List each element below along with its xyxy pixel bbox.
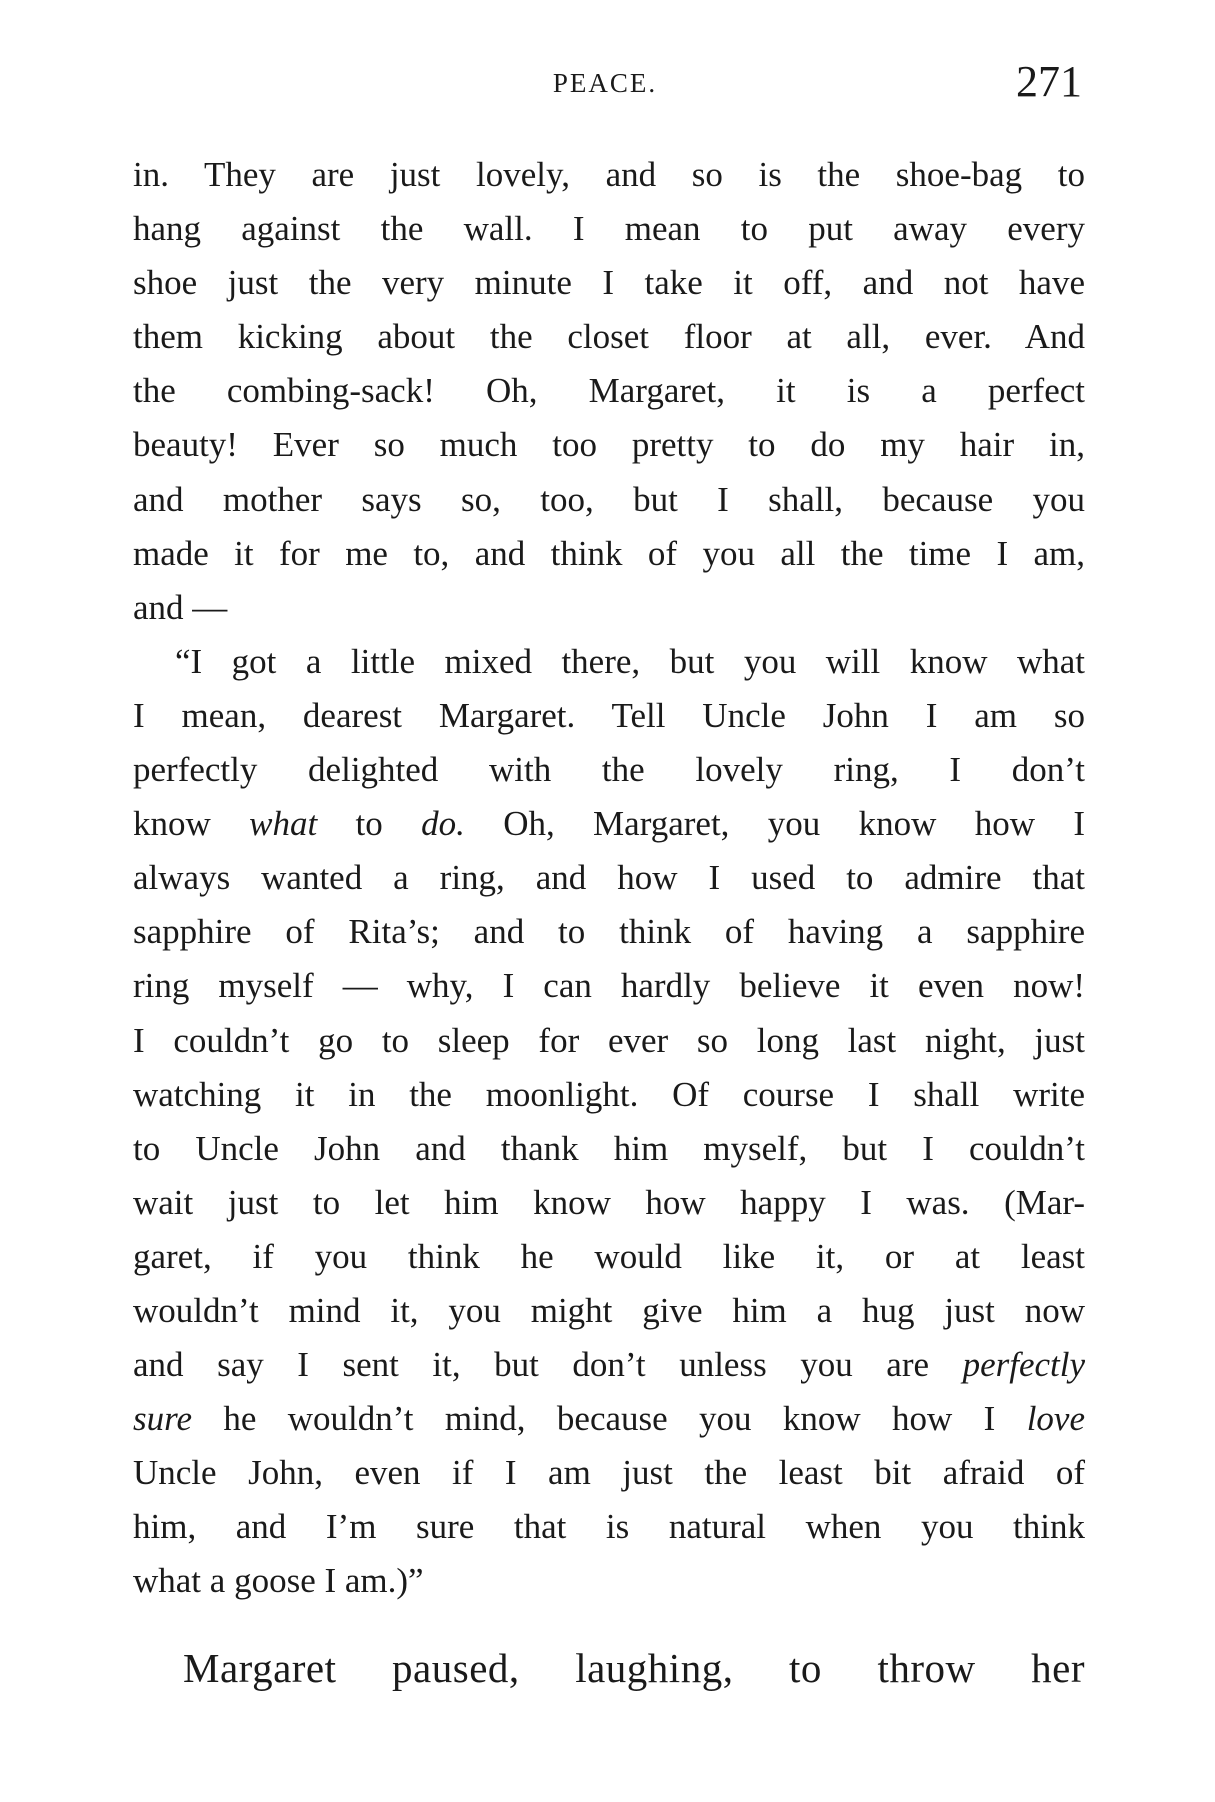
text-line: hang against the wall. I mean to put away every	[133, 209, 1085, 249]
text-fragment: Oh, Margaret, you know how I	[464, 804, 1085, 844]
text-line: Margaret paused, laughing, to throw her	[183, 1645, 1085, 1691]
text-line: and —	[133, 587, 228, 627]
text-fragment: to	[317, 804, 422, 844]
text-line: beauty! Ever so much too pretty to do my hair in,	[133, 425, 1085, 465]
italic-word: sure	[133, 1399, 192, 1439]
text-line: made it for me to, and think of you all the time I am,	[133, 533, 1085, 573]
text-fragment: and say I sent it, but don’t unless you are	[133, 1345, 963, 1385]
text-line: in. They are just lovely, and so is the shoe-bag to	[133, 155, 1085, 194]
text-line: Uncle John, even if I am just the least bit afraid of	[133, 1453, 1085, 1493]
running-title: PEACE.	[552, 68, 658, 98]
text-line-with-italics	[133, 1338, 1085, 1392]
continuation-paragraph	[183, 1638, 1085, 1698]
text-line-with-italics	[133, 797, 1085, 851]
body-text	[133, 148, 1085, 1609]
text-line: to Uncle John and thank him myself, but I couldn’t	[133, 1128, 1085, 1168]
text-line-with-italics	[133, 1392, 1085, 1446]
text-line: and mother says so, too, but I shall, because you	[133, 479, 1085, 519]
text-line: perfectly delighted with the lovely ring, I don’t	[133, 750, 1085, 790]
text-fragment: he wouldn’t mind, because you know how I	[191, 1399, 1027, 1439]
text-line: the combing-sack! Oh, Margaret, it is a perfect	[133, 371, 1085, 411]
text-line: shoe just the very minute I take it off, and not have	[133, 263, 1085, 303]
text-line: I couldn’t go to sleep for ever so long last night, just	[133, 1020, 1085, 1060]
text-line: wouldn’t mind it, you might give him a hug just now	[133, 1290, 1085, 1330]
text-line: sapphire of Rita’s; and to think of having a sapphire	[133, 912, 1085, 952]
text-line: them kicking about the closet floor at all, ever. And	[133, 317, 1085, 357]
italic-word: perfectly	[962, 1345, 1085, 1385]
page-number: 271	[1016, 57, 1082, 106]
running-head	[0, 58, 1215, 108]
text-fragment: know	[133, 804, 250, 844]
text-line: ring myself — why, I can hardly believe it even now!	[133, 966, 1085, 1006]
text-line: garet, if you think he would like it, or at least	[133, 1236, 1085, 1276]
italic-word: do.	[421, 804, 465, 844]
text-line: “I got a little mixed there, but you will know what	[175, 641, 1085, 681]
text-line: him, and I’m sure that is natural when you think	[133, 1507, 1085, 1547]
text-line: wait just to let him know how happy I was. (Mar-	[133, 1182, 1085, 1222]
text-line: always wanted a ring, and how I used to admire that	[133, 858, 1085, 898]
text-line: watching it in the moonlight. Of course I shall write	[133, 1074, 1085, 1114]
text-line: I mean, dearest Margaret. Tell Uncle John I am so	[133, 695, 1085, 735]
text-line: what a goose I am.)”	[133, 1561, 424, 1601]
italic-word: what	[249, 804, 318, 844]
italic-word: love	[1026, 1399, 1085, 1439]
